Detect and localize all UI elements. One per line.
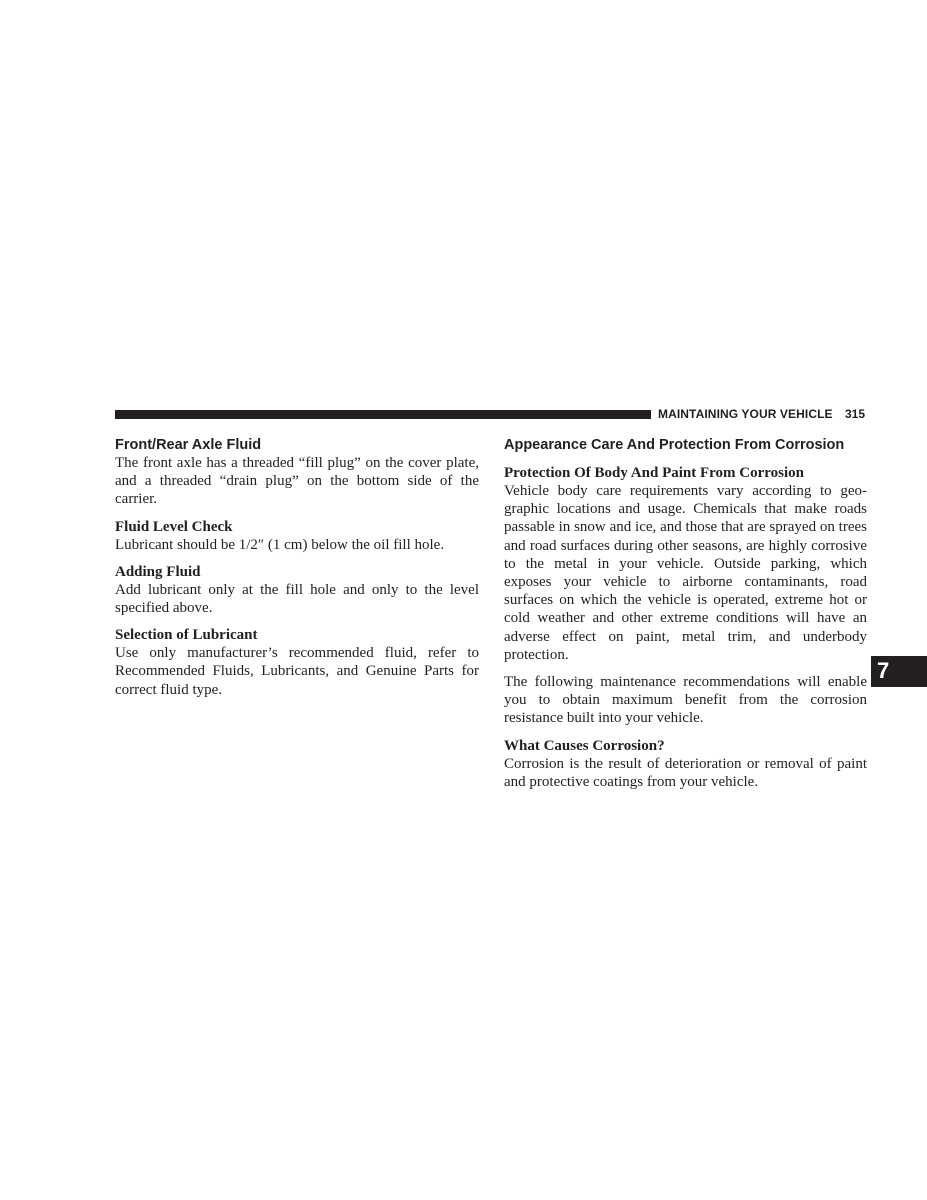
what-causes-corrosion-paragraph: Corrosion is the result of deterioration or removal of paint and protective coatings from your vehicle. — [504, 755, 867, 790]
adding-fluid-heading: Adding Fluid — [115, 563, 201, 580]
left-column — [115, 436, 479, 699]
maintenance-paragraph: The following maintenance recommendations will enable you to obtain maximum benefit from the corrosion resistance built into your vehicle. — [504, 674, 867, 727]
fluid-level-check-heading: Fluid Level Check — [115, 518, 233, 535]
what-causes-corrosion-heading: What Causes Corrosion? — [504, 737, 665, 754]
protection-heading: Protection Of Body And Paint From Corrosion — [504, 465, 804, 481]
chapter-tab — [871, 656, 927, 687]
appearance-care-heading: Appearance Care And Protection From Corrosion — [504, 437, 845, 453]
selection-of-lubricant-paragraph: Use only manufacturer’s recommended fluid, refer to Recommended Fluids, Lubricants, and Genuine Parts for correct fluid type. — [115, 645, 479, 698]
running-header-title: MAINTAINING YOUR VEHICLE — [658, 407, 833, 421]
adding-fluid-paragraph: Add lubricant only at the fill hole and only to the level specified above. — [115, 581, 479, 617]
chapter-number: 7 — [877, 658, 890, 683]
header-rule — [115, 410, 651, 419]
right-column — [504, 436, 867, 791]
axle-fluid-heading: Front/Rear Axle Fluid — [115, 437, 262, 453]
selection-of-lubricant-heading: Selection of Lubricant — [115, 627, 258, 644]
protection-paragraph: Vehicle body care requirements vary according to geographic locations and usage. Chemicals that make roads passable in snow and ice, and those that are sprayed on trees and road surfaces during other seasons, are highly corrosive to the metal in your vehicle. Outside parking, which exposes your vehicle to airborne contaminants, road surfaces on which the vehicle is operated, extreme hot or cold weather and other extreme conditions will have an adverse effect on paint, metal trim, and underbody protection. — [504, 483, 867, 663]
page-number: 315 — [845, 407, 866, 421]
axle-fluid-paragraph: The front axle has a threaded “fill plug” on the cover plate, and a threaded “drain plug” on the bottom side of the carrier. — [115, 455, 479, 508]
fluid-level-check-paragraph: Lubricant should be 1/2″ (1 cm) below the oil fill hole. — [115, 536, 445, 553]
